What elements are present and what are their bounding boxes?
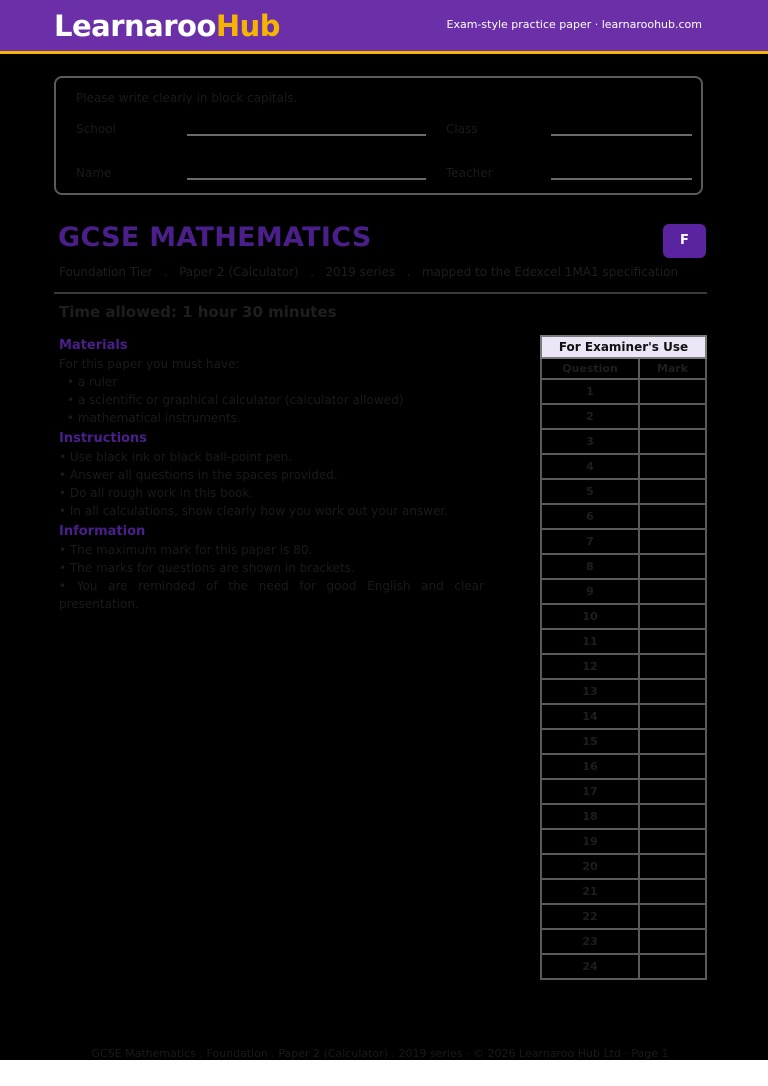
- table-row: [541, 954, 706, 979]
- mark-cell[interactable]: [639, 654, 706, 679]
- logo-text-learnaroo: Learnaroo: [54, 9, 216, 43]
- information-heading: Information: [59, 524, 146, 539]
- question-number: 10: [541, 604, 639, 629]
- question-number: 23: [541, 929, 639, 954]
- mark-cell[interactable]: [639, 754, 706, 779]
- table-row: [541, 754, 706, 779]
- mark-column-header: Mark: [639, 358, 706, 379]
- question-number: 16: [541, 754, 639, 779]
- table-row: [541, 904, 706, 929]
- examiner-table-title: For Examiner's Use: [541, 336, 706, 358]
- question-number: 17: [541, 779, 639, 804]
- header-tagline: Exam-style practice paper · learnaroohub.com: [446, 18, 702, 31]
- table-row: [541, 654, 706, 679]
- instructions-list: [59, 448, 484, 520]
- list-item: • a ruler: [67, 375, 118, 389]
- question-number: 22: [541, 904, 639, 929]
- table-row: [541, 604, 706, 629]
- question-number: 24: [541, 954, 639, 979]
- mark-cell[interactable]: [639, 529, 706, 554]
- question-number: 13: [541, 679, 639, 704]
- question-number: 11: [541, 629, 639, 654]
- mark-cell[interactable]: [639, 854, 706, 879]
- examiner-table-body: [541, 379, 706, 979]
- mark-cell[interactable]: [639, 479, 706, 504]
- teacher-label: Teacher: [446, 166, 493, 180]
- school-label: School: [76, 122, 116, 136]
- paper-subtitle: Foundation Tier . Paper 2 (Calculator) . 2019 series . mapped to the Edexcel 1MA1 specification: [59, 265, 679, 279]
- instructions-heading: Instructions: [59, 431, 148, 446]
- table-row: [541, 554, 706, 579]
- mark-cell[interactable]: [639, 954, 706, 979]
- paper-title: GCSE MATHEMATICS: [58, 222, 372, 253]
- mark-cell[interactable]: [639, 879, 706, 904]
- question-number: 5: [541, 479, 639, 504]
- materials-heading: Materials: [59, 338, 128, 353]
- materials-list: [59, 373, 484, 427]
- name-field[interactable]: [187, 178, 426, 180]
- mark-cell[interactable]: [639, 454, 706, 479]
- mark-cell[interactable]: [639, 554, 706, 579]
- question-number: 6: [541, 504, 639, 529]
- question-number: 14: [541, 704, 639, 729]
- information-list: [59, 541, 484, 613]
- question-number: 7: [541, 529, 639, 554]
- tier-badge: F: [663, 224, 706, 258]
- examiner-use-table: [540, 335, 707, 980]
- table-row: [541, 404, 706, 429]
- time-allowed: Time allowed: 1 hour 30 minutes: [59, 303, 337, 321]
- question-column-header: Question: [541, 358, 639, 379]
- table-row: [541, 479, 706, 504]
- mark-cell[interactable]: [639, 404, 706, 429]
- header-banner: [0, 0, 768, 51]
- page-footer: GCSE Mathematics . Foundation . Paper 2 (Calculator) . 2019 series · © 2026 Learnaroo Hub Ltd · Page 1: [91, 1047, 669, 1060]
- table-row: [541, 504, 706, 529]
- mark-cell[interactable]: [639, 504, 706, 529]
- question-number: 15: [541, 729, 639, 754]
- mark-cell[interactable]: [639, 904, 706, 929]
- name-label: Name: [76, 166, 112, 180]
- front-cover-notes: [59, 337, 484, 613]
- mark-cell[interactable]: [639, 379, 706, 404]
- class-field[interactable]: [551, 134, 692, 136]
- teacher-field[interactable]: [551, 178, 692, 180]
- question-number: 4: [541, 454, 639, 479]
- question-number: 8: [541, 554, 639, 579]
- table-row: [541, 854, 706, 879]
- materials-intro: For this paper you must have:: [59, 357, 240, 371]
- accent-rule: [0, 51, 768, 54]
- mark-cell[interactable]: [639, 629, 706, 654]
- block-capitals-hint: Please write clearly in block capitals.: [76, 91, 298, 105]
- list-item: • The maximum mark for this paper is 80.: [59, 543, 313, 557]
- question-number: 19: [541, 829, 639, 854]
- question-number: 1: [541, 379, 639, 404]
- question-number: 2: [541, 404, 639, 429]
- mark-cell[interactable]: [639, 679, 706, 704]
- mark-cell[interactable]: [639, 929, 706, 954]
- question-number: 20: [541, 854, 639, 879]
- title-divider: [54, 292, 707, 294]
- mark-cell[interactable]: [639, 604, 706, 629]
- school-field[interactable]: [187, 134, 426, 136]
- list-item: • Use black ink or black ball-point pen.: [59, 450, 293, 464]
- mark-cell[interactable]: [639, 779, 706, 804]
- class-label: Class: [446, 122, 478, 136]
- table-row: [541, 379, 706, 404]
- mark-cell[interactable]: [639, 429, 706, 454]
- table-row: [541, 704, 706, 729]
- list-item: • In all calculations, show clearly how you work out your answer.: [59, 504, 449, 518]
- list-item: • You are reminded of the need for good English and clear presentation.: [59, 579, 484, 611]
- table-row: [541, 929, 706, 954]
- question-number: 3: [541, 429, 639, 454]
- table-row: [541, 829, 706, 854]
- question-number: 21: [541, 879, 639, 904]
- list-item: • a scientific or graphical calculator (calculator allowed): [67, 393, 404, 407]
- question-number: 18: [541, 804, 639, 829]
- table-row: [541, 429, 706, 454]
- list-item: • The marks for questions are shown in brackets.: [59, 561, 355, 575]
- list-item: • Do all rough work in this book.: [59, 486, 254, 500]
- mark-cell[interactable]: [639, 704, 706, 729]
- table-row: [541, 454, 706, 479]
- mark-cell[interactable]: [639, 729, 706, 754]
- table-row: [541, 729, 706, 754]
- table-row: [541, 529, 706, 554]
- table-row: [541, 679, 706, 704]
- table-row: [541, 579, 706, 604]
- brand-logo: [54, 7, 280, 45]
- mark-cell[interactable]: [639, 804, 706, 829]
- candidate-details-box: [54, 76, 703, 195]
- mark-cell[interactable]: [639, 579, 706, 604]
- table-row: [541, 629, 706, 654]
- question-number: 12: [541, 654, 639, 679]
- logo-text-hub: Hub: [215, 9, 281, 43]
- mark-cell[interactable]: [639, 829, 706, 854]
- question-number: 9: [541, 579, 639, 604]
- table-row: [541, 804, 706, 829]
- list-item: • Answer all questions in the spaces provided.: [59, 468, 338, 482]
- table-row: [541, 779, 706, 804]
- table-row: [541, 879, 706, 904]
- list-item: • mathematical instruments.: [67, 411, 241, 425]
